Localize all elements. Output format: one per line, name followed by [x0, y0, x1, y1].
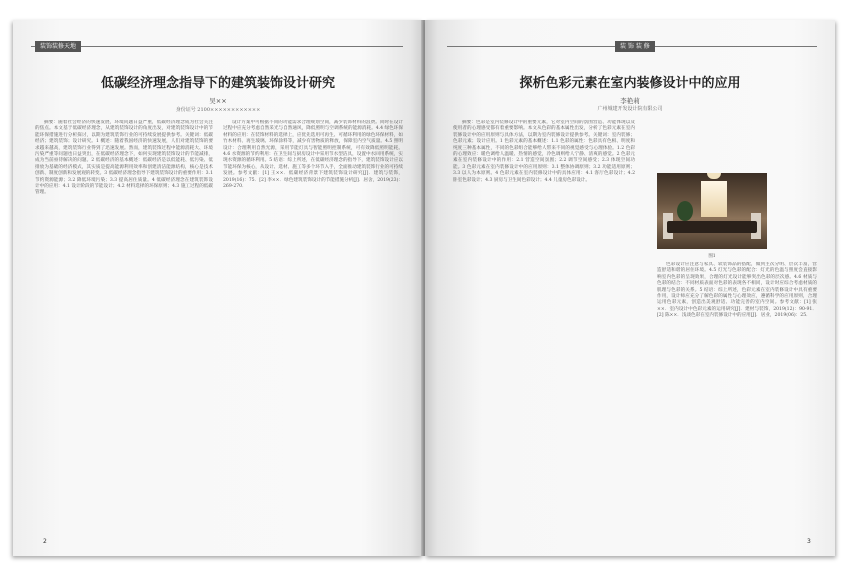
window-shape	[701, 181, 727, 217]
right-body-column-2	[657, 262, 817, 532]
magazine-spread	[13, 20, 835, 562]
left-header-rule	[31, 46, 403, 47]
right-page-number: 3	[807, 538, 811, 545]
interior-photo	[657, 173, 767, 249]
left-article-title: 低碳经济理念指导下的建筑装饰设计研究	[100, 76, 335, 91]
right-article-author: 李艳莉	[620, 97, 640, 105]
left-page-number: 2	[43, 538, 47, 545]
left-col2-text: 设计方案中可根据不同的功能需求合理规划空间，减少装饰材料的浪费。同时在设计过程中应充分考虑自然采光与自然通风，降低照明与空调系统的能源消耗。4.4 绿色环保材料的应用：在装饰材料的选择上，应优先选用可再生、可循环利用的绿色环保材料，如竹木材料、再生玻璃、环保涂料等，减少有害物质的释放，保障室内空气质量。4.5 照明设计：合理利用自然光源，采用节能灯具与智能照明控制系统，可有效降低照明能耗。4.6 水资源的节约利用：在卫生间与厨房设计中采用节水型洁具，设置中水回用系统，实现水资源的循环利用。5 结语：综上所述，在低碳经济理念的指导下，建筑装饰设计应以节能环保为核心，从设计、选材、施工等多个环节入手，全面推动建筑装饰行业的可持续发展。参考文献：[1] 王××．低碳经济背景下建筑装饰设计研究[J]．建筑与装饰，2019(16)：75．[2] 李××．绿色建筑装饰设计的节能措施分析[J]．居舍，2019(23)：269-270．	[223, 120, 403, 190]
left-section-tag: 装饰装修天地	[35, 41, 81, 52]
right-col2-text: 色彩设计应注意与家具、软装饰品的搭配，做到主次分明、层次丰富，营造舒适和谐的居住环境。4.5 灯光与色彩的配合：灯光的色温与照度会直接影响室内色彩的呈现效果，合理的灯光设计能够突出色彩的层次感。4.6 材质与色彩的结合：不同材质表面对色彩的表现各不相同，设计时应综合考虑材质的肌理与色彩的关系。5 结语：综上所述，色彩元素在室内装修设计中具有重要作用，设计师应充分了解色彩的属性与心理效应，遵循科学的应用原则，合理运用色彩元素，创造出美观舒适、功能完善的室内空间。参考文献：[1] 张××．室内设计中色彩元素的运用研究[J]．建材与装饰，2019(12)：90-91．[2] 陈××．浅谈色彩在室内装修设计中的应用[J]．居业，2019(06)：25．	[657, 262, 817, 319]
figure-caption: 图1	[708, 254, 716, 259]
left-col1-text: 摘要：随着社会经济的快速发展，环境问题日益严重，低碳经济理念成为社会关注的焦点。本文基于低碳经济理念，从建筑装饰设计的角度出发，对建筑装饰设计中的节能环保措施进行分析探讨，以期为建筑装饰行业的可持续发展提供参考。关键词：低碳经济；建筑装饰；设计研究。1 概述：随着我国经济的快速发展，人们对建筑装饰的要求越来越高，建筑装饰行业得到了迅速发展。然而，建筑装饰过程中能源消耗大、环境污染严重等问题也日益突出，在低碳经济理念下，如何实现建筑装饰设计的节能减排，成为当前亟待解决的问题。2 低碳经济的基本概述：低碳经济是以低能耗、低污染、低排放为基础的经济模式，其实质是提高能源利用效率和创建清洁能源结构，核心是技术创新、制度创新和发展观的转变。3 低碳经济理念指导下建筑装饰设计的重要作用：3.1 节约资源能源；3.2 降低环境污染；3.3 提高居住质量。4 低碳经济理念在建筑装饰设计中的应用：4.1 设计阶段的节能设计；4.2 材料选择的环保原则；4.3 施工过程的低碳管理。	[35, 120, 213, 196]
left-body-column-2	[223, 120, 403, 532]
plant-shape	[677, 201, 693, 221]
right-section-tag: 装 饰 装 修	[615, 41, 655, 52]
left-page	[13, 20, 423, 556]
left-article-affiliation: 身份证号 2100××××××××××××	[175, 107, 261, 113]
left-body-column-1	[35, 120, 213, 532]
right-body-column-1	[453, 120, 635, 532]
right-article-title: 探析色彩元素在室内装修设计中的应用	[519, 76, 741, 91]
pendant-lamp-shape	[707, 173, 721, 179]
right-article-affiliation: 广州城建开发设计院有限公司	[597, 106, 663, 112]
dining-table-shape	[667, 221, 757, 233]
right-page	[425, 20, 835, 556]
right-col1-text: 摘要：色彩是室内装修设计中的重要元素，它对室内空间的氛围营造、功能体现以及使用者的心理感受都有着重要影响。本文从色彩的基本属性出发，分析了色彩元素在室内装修设计中的应用原则与具体方法，以期为室内装修设计提供参考。关键词：室内装修；色彩元素；设计应用。1 色彩元素的基本概述：1.1 色彩的属性：色彩具有色相、明度和纯度三种基本属性，不同的色彩组合能够给人带来不同的视觉感受与心理体验。1.2 色彩的心理效应：暖色调给人温暖、热情的感觉，冷色调则给人宁静、清爽的感觉。2 色彩元素在室内装修设计中的作用：2.1 营造空间氛围；2.2 调节空间感受；2.3 体现空间功能。3 色彩元素在室内装修设计中的应用原则：3.1 整体协调原则；3.2 功能适用原则；3.3 以人为本原则。4 色彩元素在室内装修设计中的具体应用：4.1 客厅色彩设计；4.2 卧室色彩设计；4.3 厨房与卫生间色彩设计；4.4 儿童房色彩设计。	[453, 120, 635, 183]
left-article-author: 吴××	[209, 97, 227, 105]
